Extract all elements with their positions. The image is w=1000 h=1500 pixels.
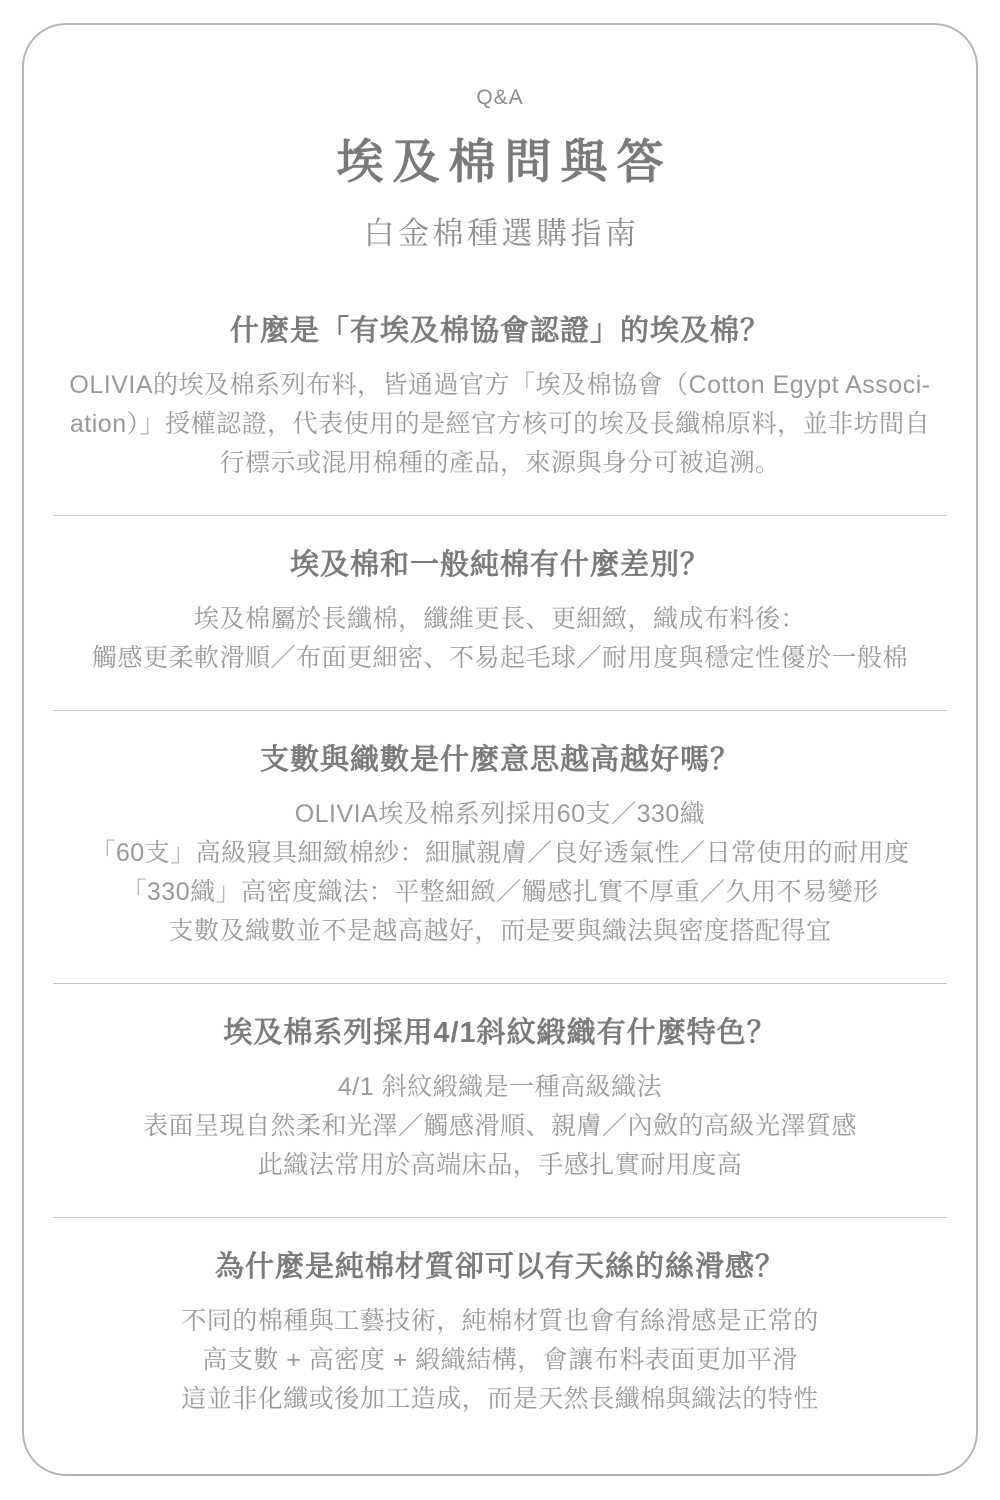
- section-divider: [53, 983, 947, 984]
- answer-block: [32, 1068, 968, 1185]
- question-title: 埃及棉和一般純棉有什麼差別？: [289, 549, 710, 581]
- question-title: 為什麼是純棉材質卻可以有天絲的絲滑感？: [214, 1251, 785, 1283]
- question-title: 支數與織數是什麼意思越高越好嗎？: [259, 744, 740, 776]
- qa-section-silkiness: [32, 1247, 968, 1419]
- qa-card: [22, 23, 978, 1476]
- qa-section-certification: [32, 311, 968, 483]
- section-divider: [53, 515, 947, 516]
- qa-section-weave: [32, 1013, 968, 1185]
- page-subtitle: 白金棉種選購指南: [363, 216, 640, 251]
- answer-block: [32, 795, 968, 951]
- answer-line: 不同的棉種與工藝技術，純棉材質也會有絲滑感是正常的: [181, 1307, 819, 1335]
- answer-line: OLIVIA埃及棉系列採用60支／330織: [294, 800, 706, 828]
- answer-line: 行標示或混用棉種的產品，來源與身分可被追溯。: [219, 449, 781, 477]
- answer-block: [32, 366, 968, 483]
- answer-line: ation）」授權認證，代表使用的是經官方核可的埃及長纖棉原料，並非坊間自: [69, 410, 931, 438]
- answer-line: 表面呈現自然柔和光澤／觸感滑順、親膚／內斂的高級光澤質感: [142, 1112, 857, 1140]
- section-divider: [53, 710, 947, 711]
- page-title: 埃及棉問與答: [336, 135, 673, 188]
- answer-block: [32, 600, 968, 678]
- question-title: 什麼是「有埃及棉協會認證」的埃及棉？: [229, 315, 770, 347]
- section-divider: [53, 1217, 947, 1218]
- qa-section-thread-count: [32, 740, 968, 951]
- qa-label: Q&A: [476, 86, 524, 109]
- answer-line: 觸感更柔軟滑順／布面更細密、不易起毛球／耐用度與穩定性優於一般棉: [91, 644, 908, 672]
- answer-block: [32, 1302, 968, 1419]
- qa-section-difference: [32, 545, 968, 678]
- answer-line: 高支數 + 高密度 + 緞織結構，會讓布料表面更加平滑: [202, 1346, 798, 1374]
- answer-line: 4/1 斜紋緞織是一種高級織法: [337, 1073, 663, 1101]
- question-title: 埃及棉系列採用4/1斜紋緞織有什麼特色？: [223, 1017, 777, 1049]
- answer-line: 此織法常用於高端床品，手感扎實耐用度高: [257, 1151, 743, 1179]
- answer-line: 「60支」高級寢具細緻棉紗：細膩親膚／良好透氣性／日常使用的耐用度: [90, 839, 910, 867]
- answer-line: 支數及織數並不是越高越好，而是要與織法與密度搭配得宜: [168, 917, 832, 945]
- answer-line: OLIVIA的埃及棉系列布料，皆通過官方「埃及棉協會（Cotton Egypt Associ-: [69, 371, 931, 399]
- answer-line: 這並非化纖或後加工造成，而是天然長纖棉與織法的特性: [181, 1385, 819, 1413]
- answer-line: 「330織」高密度織法：平整細緻／觸感扎實不厚重／久用不易變形: [121, 878, 879, 906]
- answer-line: 埃及棉屬於長纖棉，纖維更長、更細緻，織成布料後：: [193, 605, 806, 633]
